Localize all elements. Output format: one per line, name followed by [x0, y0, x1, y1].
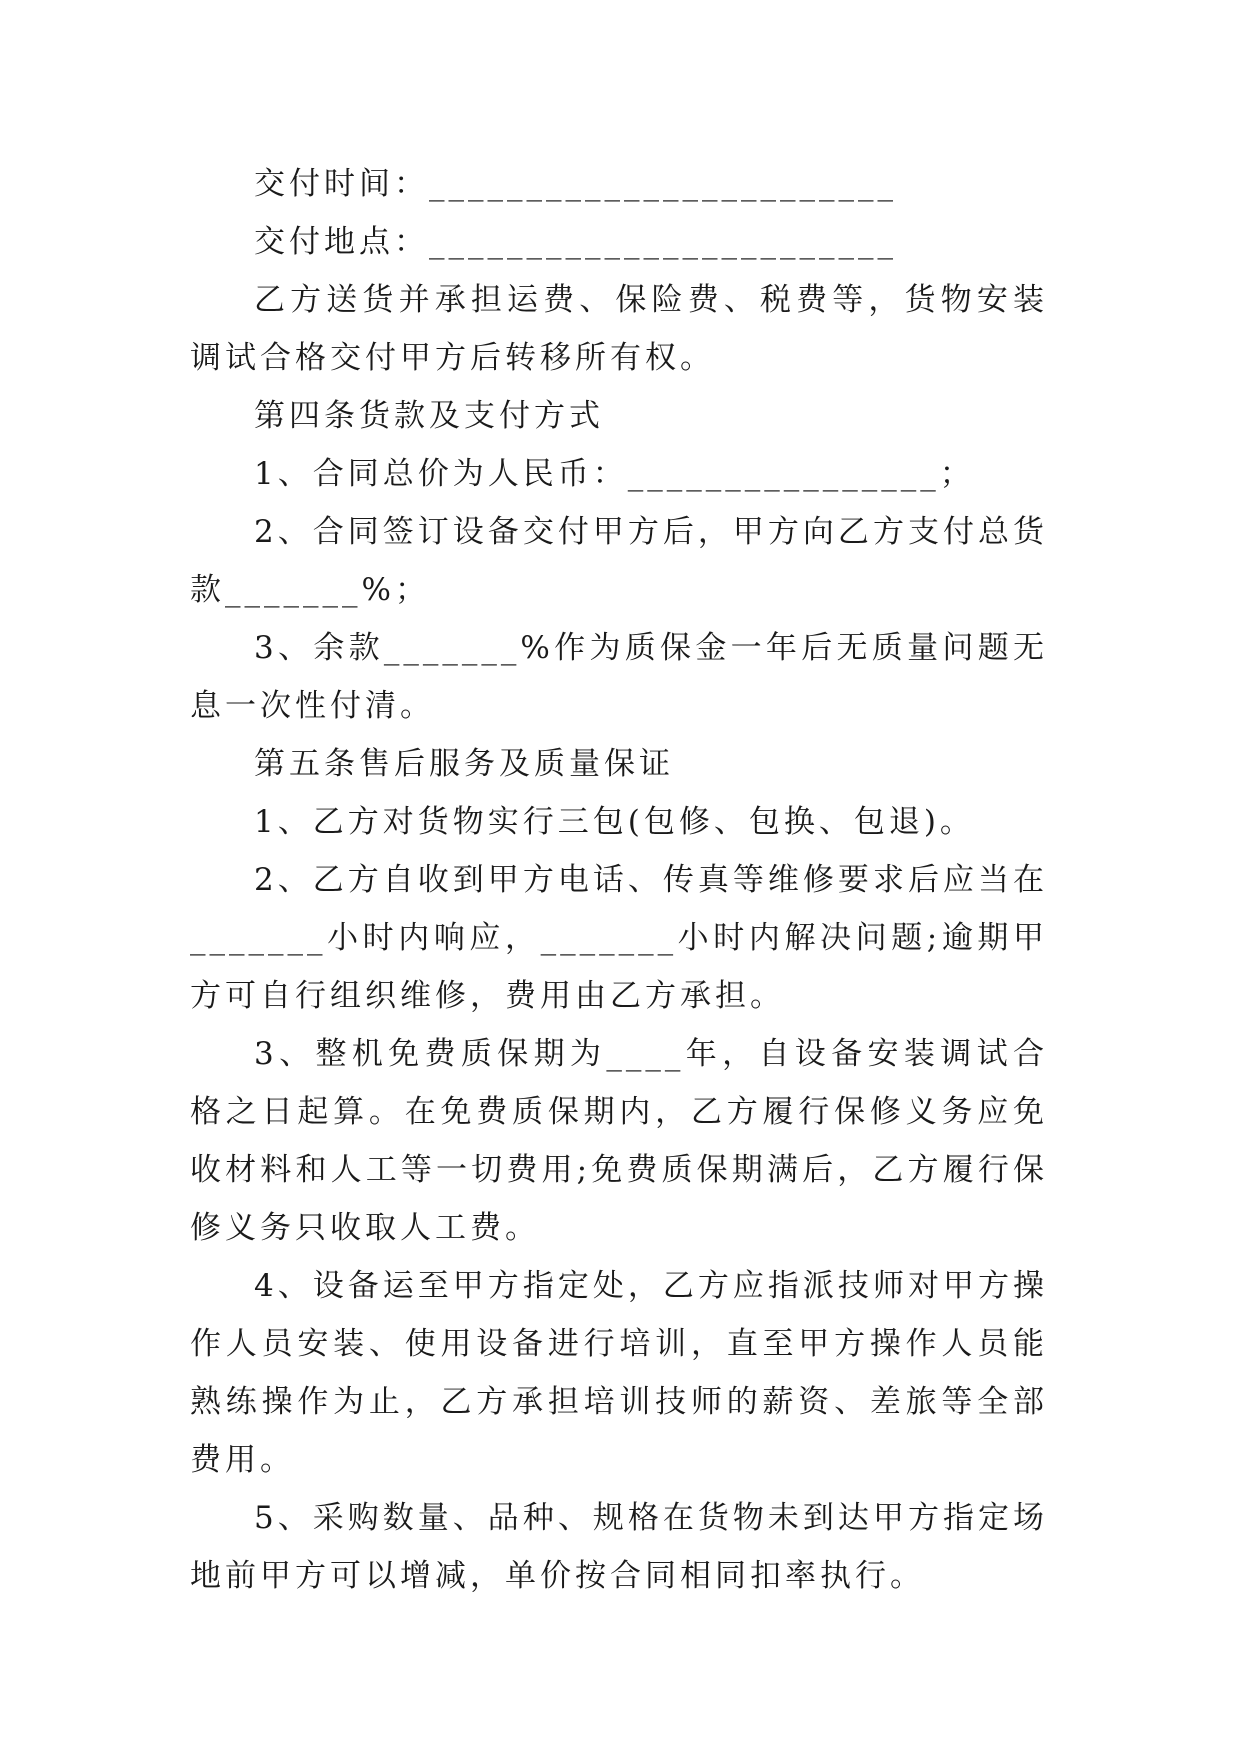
delivery-place-line: 交付地点：________________________: [254, 224, 897, 260]
service-clause-3: 3、整机免费质保期为____年，自设备安装调试合格之日起算。在免费质保期内，乙方履行保修义务应免收材料和人工等一切费用;免费质保期满后，乙方履行保修义务只收取人工费。: [190, 1036, 1048, 1246]
service-clause-2: 2、乙方自收到甲方电话、传真等维修要求后应当在_______小时内响应，_______小时内解决问题;逾期甲方可自行组织维修，费用由乙方承担。: [190, 862, 1048, 1014]
article-four-heading: 第四条货款及支付方式: [254, 398, 604, 434]
article-five-heading: 第五条售后服务及质量保证: [254, 746, 674, 782]
service-clause-5: 5、采购数量、品种、规格在货物未到达甲方指定场地前甲方可以增减，单价按合同相同扣率执行。: [190, 1500, 1048, 1594]
payment-clause-2: 2、合同签订设备交付甲方后，甲方向乙方支付总货款_______%；: [190, 514, 1048, 608]
payment-clause-1: 1、合同总价为人民币：________________；: [254, 456, 975, 492]
delivery-time-line: 交付时间：________________________: [254, 166, 897, 202]
delivery-terms-paragraph: 乙方送货并承担运费、保险费、税费等，货物安装调试合格交付甲方后转移所有权。: [190, 282, 1048, 376]
service-clause-4: 4、设备运至甲方指定处，乙方应指派技师对甲方操作人员安装、使用设备进行培训，直至甲方操作人员能熟练操作为止，乙方承担培训技师的薪资、差旅等全部费用。: [190, 1268, 1048, 1478]
service-clause-1: 1、乙方对货物实行三包(包修、包换、包退)。: [254, 804, 975, 840]
payment-clause-3: 3、余款_______%作为质保金一年后无质量问题无息一次性付清。: [190, 630, 1048, 724]
document-body: [190, 155, 1048, 1605]
